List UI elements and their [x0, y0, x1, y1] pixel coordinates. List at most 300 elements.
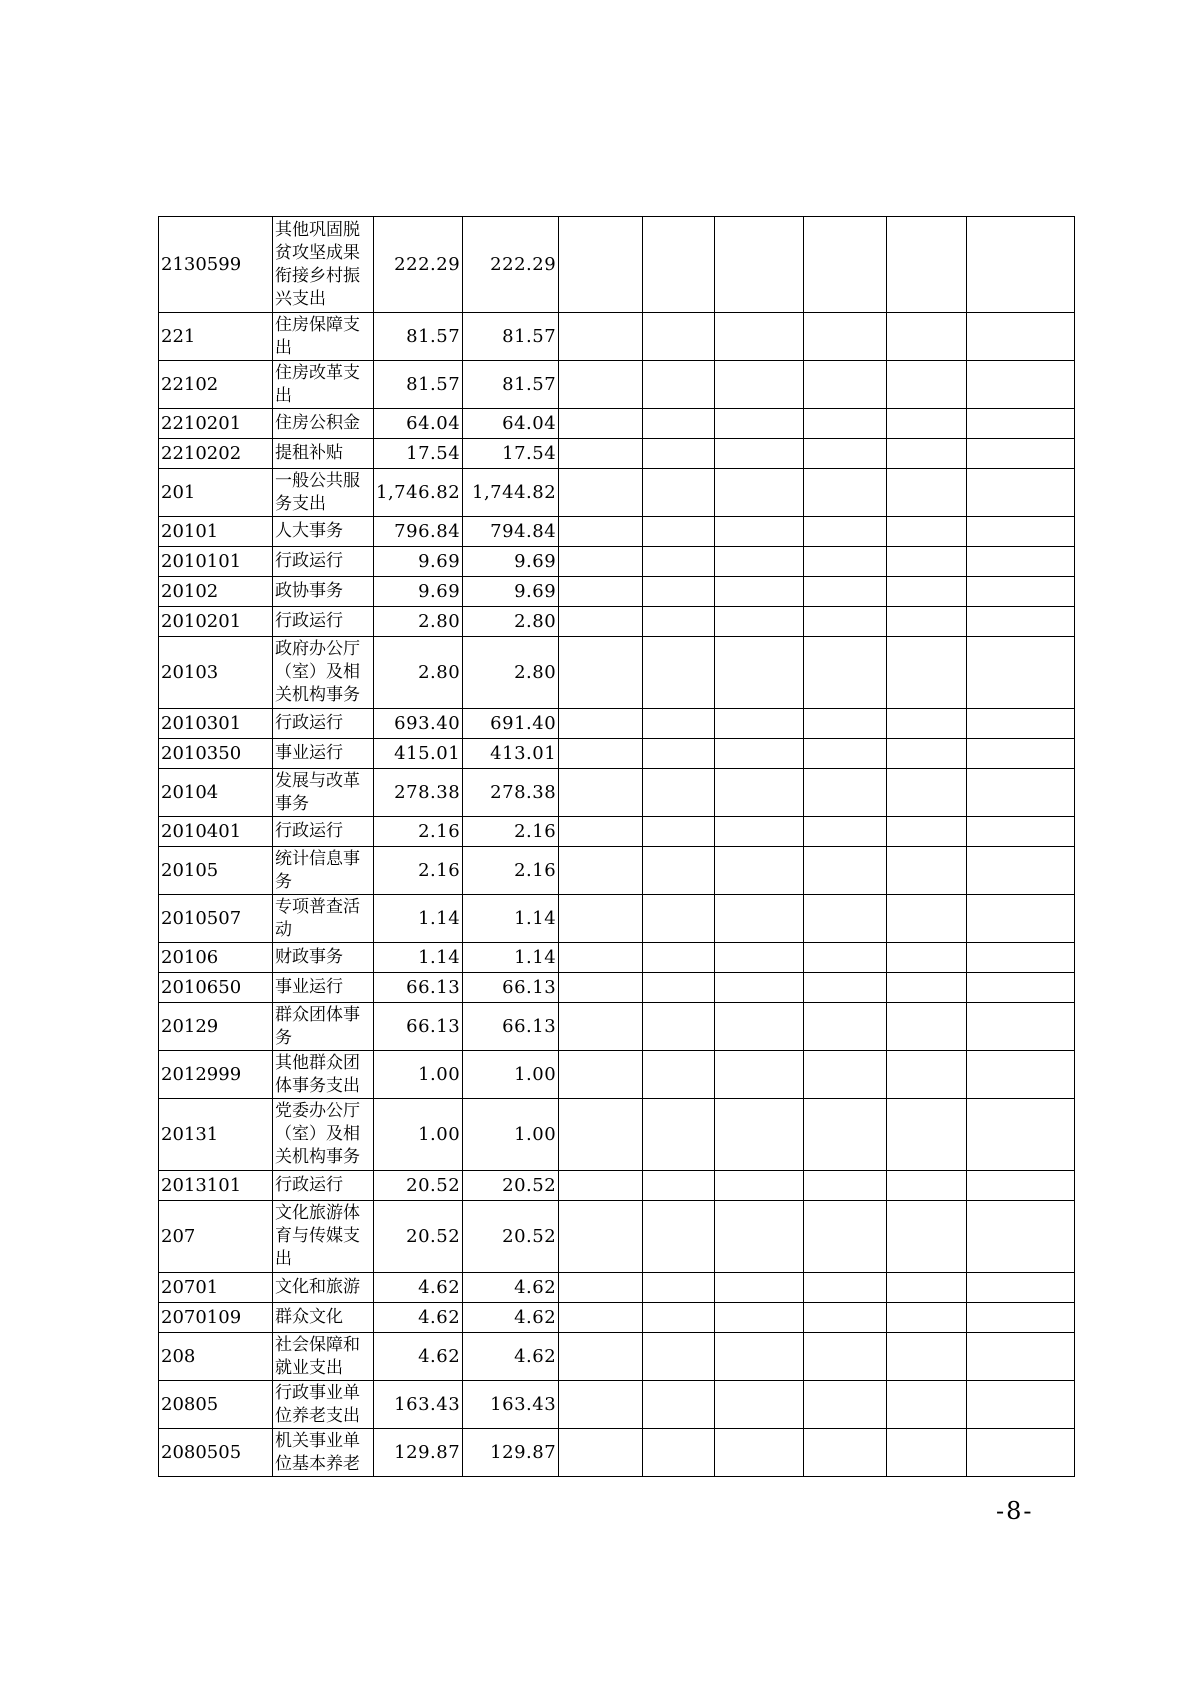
subject-name-cell: 住房保障支出	[273, 313, 374, 361]
empty-cell	[887, 1201, 967, 1273]
empty-cell	[887, 313, 967, 361]
basic-expenditure-cell: 2.80	[463, 637, 559, 709]
empty-cell	[715, 577, 804, 607]
empty-cell	[559, 739, 643, 769]
empty-cell	[559, 361, 643, 409]
empty-cell	[887, 439, 967, 469]
table-row	[159, 607, 1075, 637]
empty-cell	[715, 817, 804, 847]
empty-cell	[559, 517, 643, 547]
table-row	[159, 943, 1075, 973]
empty-cell	[643, 895, 715, 943]
total-amount-cell: 796.84	[374, 517, 463, 547]
empty-cell	[643, 1171, 715, 1201]
empty-cell	[887, 1333, 967, 1381]
empty-cell	[967, 1333, 1075, 1381]
empty-cell	[643, 547, 715, 577]
empty-cell	[643, 739, 715, 769]
basic-expenditure-cell: 2.16	[463, 817, 559, 847]
table-row	[159, 547, 1075, 577]
empty-cell	[887, 943, 967, 973]
empty-cell	[804, 1003, 887, 1051]
empty-cell	[887, 709, 967, 739]
empty-cell	[967, 1003, 1075, 1051]
empty-cell	[559, 637, 643, 709]
empty-cell	[967, 847, 1075, 895]
empty-cell	[715, 943, 804, 973]
empty-cell	[715, 439, 804, 469]
empty-cell	[559, 469, 643, 517]
empty-cell	[643, 709, 715, 739]
basic-expenditure-cell: 64.04	[463, 409, 559, 439]
empty-cell	[715, 637, 804, 709]
basic-expenditure-cell: 222.29	[463, 217, 559, 313]
empty-cell	[643, 943, 715, 973]
total-amount-cell: 1,746.82	[374, 469, 463, 517]
empty-cell	[887, 361, 967, 409]
empty-cell	[715, 547, 804, 577]
empty-cell	[643, 313, 715, 361]
basic-expenditure-cell: 81.57	[463, 361, 559, 409]
basic-expenditure-cell: 66.13	[463, 1003, 559, 1051]
table-row	[159, 1201, 1075, 1273]
empty-cell	[559, 1201, 643, 1273]
table-row	[159, 1051, 1075, 1099]
table-body	[159, 217, 1075, 1477]
subject-code-cell: 20101	[159, 517, 273, 547]
empty-cell	[804, 1333, 887, 1381]
subject-code-cell: 221	[159, 313, 273, 361]
table-row	[159, 637, 1075, 709]
empty-cell	[715, 1303, 804, 1333]
subject-name-cell: 发展与改革事务	[273, 769, 374, 817]
empty-cell	[804, 1051, 887, 1099]
empty-cell	[643, 439, 715, 469]
empty-cell	[559, 313, 643, 361]
empty-cell	[967, 409, 1075, 439]
total-amount-cell: 9.69	[374, 577, 463, 607]
empty-cell	[967, 1429, 1075, 1477]
empty-cell	[643, 1273, 715, 1303]
subject-name-cell: 统计信息事务	[273, 847, 374, 895]
subject-code-cell: 20103	[159, 637, 273, 709]
table-row	[159, 769, 1075, 817]
subject-name-cell: 事业运行	[273, 739, 374, 769]
empty-cell	[804, 1381, 887, 1429]
empty-cell	[804, 409, 887, 439]
basic-expenditure-cell: 691.40	[463, 709, 559, 739]
basic-expenditure-cell: 4.62	[463, 1303, 559, 1333]
subject-name-cell: 政协事务	[273, 577, 374, 607]
empty-cell	[715, 847, 804, 895]
empty-cell	[715, 1003, 804, 1051]
empty-cell	[804, 943, 887, 973]
subject-code-cell: 20131	[159, 1099, 273, 1171]
table-row	[159, 577, 1075, 607]
empty-cell	[643, 1051, 715, 1099]
empty-cell	[967, 973, 1075, 1003]
empty-cell	[804, 313, 887, 361]
empty-cell	[643, 817, 715, 847]
table-row	[159, 817, 1075, 847]
empty-cell	[715, 769, 804, 817]
empty-cell	[804, 1201, 887, 1273]
table-row	[159, 1381, 1075, 1429]
empty-cell	[967, 895, 1075, 943]
total-amount-cell: 2.16	[374, 817, 463, 847]
empty-cell	[887, 517, 967, 547]
subject-name-cell: 住房公积金	[273, 409, 374, 439]
empty-cell	[559, 1273, 643, 1303]
empty-cell	[967, 1273, 1075, 1303]
empty-cell	[559, 409, 643, 439]
subject-code-cell: 20129	[159, 1003, 273, 1051]
subject-code-cell: 207	[159, 1201, 273, 1273]
empty-cell	[559, 217, 643, 313]
basic-expenditure-cell: 413.01	[463, 739, 559, 769]
empty-cell	[804, 847, 887, 895]
empty-cell	[715, 1333, 804, 1381]
empty-cell	[643, 769, 715, 817]
total-amount-cell: 17.54	[374, 439, 463, 469]
empty-cell	[967, 313, 1075, 361]
empty-cell	[643, 1303, 715, 1333]
page-number: -8-	[996, 1497, 1034, 1525]
total-amount-cell: 81.57	[374, 313, 463, 361]
empty-cell	[643, 1429, 715, 1477]
empty-cell	[643, 1099, 715, 1171]
empty-cell	[967, 1381, 1075, 1429]
empty-cell	[643, 847, 715, 895]
basic-expenditure-cell: 81.57	[463, 313, 559, 361]
empty-cell	[804, 973, 887, 1003]
empty-cell	[887, 817, 967, 847]
empty-cell	[715, 739, 804, 769]
subject-name-cell: 财政事务	[273, 943, 374, 973]
empty-cell	[967, 361, 1075, 409]
empty-cell	[967, 769, 1075, 817]
subject-name-cell: 行政运行	[273, 817, 374, 847]
empty-cell	[967, 1171, 1075, 1201]
empty-cell	[715, 469, 804, 517]
total-amount-cell: 222.29	[374, 217, 463, 313]
table-row	[159, 1273, 1075, 1303]
basic-expenditure-cell: 1.14	[463, 895, 559, 943]
subject-name-cell: 文化旅游体育与传媒支出	[273, 1201, 374, 1273]
total-amount-cell: 693.40	[374, 709, 463, 739]
empty-cell	[559, 607, 643, 637]
table-row	[159, 1099, 1075, 1171]
empty-cell	[967, 577, 1075, 607]
empty-cell	[887, 1003, 967, 1051]
empty-cell	[559, 1303, 643, 1333]
empty-cell	[887, 409, 967, 439]
empty-cell	[559, 1051, 643, 1099]
total-amount-cell: 4.62	[374, 1333, 463, 1381]
empty-cell	[559, 1381, 643, 1429]
subject-code-cell: 208	[159, 1333, 273, 1381]
total-amount-cell: 4.62	[374, 1303, 463, 1333]
empty-cell	[715, 607, 804, 637]
basic-expenditure-cell: 2.80	[463, 607, 559, 637]
empty-cell	[967, 217, 1075, 313]
empty-cell	[804, 517, 887, 547]
total-amount-cell: 20.52	[374, 1201, 463, 1273]
empty-cell	[804, 637, 887, 709]
empty-cell	[559, 943, 643, 973]
empty-cell	[559, 709, 643, 739]
subject-code-cell: 2010301	[159, 709, 273, 739]
subject-code-cell: 2080505	[159, 1429, 273, 1477]
empty-cell	[715, 895, 804, 943]
empty-cell	[804, 547, 887, 577]
basic-expenditure-cell: 20.52	[463, 1201, 559, 1273]
basic-expenditure-cell: 794.84	[463, 517, 559, 547]
total-amount-cell: 9.69	[374, 547, 463, 577]
empty-cell	[804, 895, 887, 943]
table-row	[159, 439, 1075, 469]
empty-cell	[715, 1273, 804, 1303]
empty-cell	[715, 973, 804, 1003]
basic-expenditure-cell: 129.87	[463, 1429, 559, 1477]
basic-expenditure-cell: 66.13	[463, 973, 559, 1003]
empty-cell	[967, 817, 1075, 847]
empty-cell	[559, 547, 643, 577]
empty-cell	[967, 1201, 1075, 1273]
subject-code-cell: 2010507	[159, 895, 273, 943]
empty-cell	[559, 895, 643, 943]
empty-cell	[887, 1303, 967, 1333]
basic-expenditure-cell: 9.69	[463, 577, 559, 607]
empty-cell	[967, 739, 1075, 769]
subject-code-cell: 20701	[159, 1273, 273, 1303]
subject-code-cell: 2070109	[159, 1303, 273, 1333]
empty-cell	[559, 439, 643, 469]
empty-cell	[887, 1051, 967, 1099]
empty-cell	[887, 895, 967, 943]
subject-name-cell: 提租补贴	[273, 439, 374, 469]
total-amount-cell: 64.04	[374, 409, 463, 439]
subject-name-cell: 专项普查活动	[273, 895, 374, 943]
empty-cell	[804, 607, 887, 637]
total-amount-cell: 20.52	[374, 1171, 463, 1201]
subject-code-cell: 2010350	[159, 739, 273, 769]
empty-cell	[804, 577, 887, 607]
empty-cell	[887, 1381, 967, 1429]
table-row	[159, 1171, 1075, 1201]
subject-code-cell: 201	[159, 469, 273, 517]
subject-code-cell: 2010201	[159, 607, 273, 637]
basic-expenditure-cell: 1.00	[463, 1051, 559, 1099]
total-amount-cell: 1.00	[374, 1051, 463, 1099]
empty-cell	[715, 517, 804, 547]
empty-cell	[804, 217, 887, 313]
subject-name-cell: 行政运行	[273, 709, 374, 739]
empty-cell	[804, 769, 887, 817]
empty-cell	[643, 607, 715, 637]
total-amount-cell: 66.13	[374, 973, 463, 1003]
subject-code-cell: 22102	[159, 361, 273, 409]
empty-cell	[559, 769, 643, 817]
empty-cell	[559, 1099, 643, 1171]
basic-expenditure-cell: 278.38	[463, 769, 559, 817]
total-amount-cell: 2.80	[374, 607, 463, 637]
empty-cell	[559, 577, 643, 607]
empty-cell	[967, 607, 1075, 637]
subject-name-cell: 机关事业单位基本养老	[273, 1429, 374, 1477]
empty-cell	[715, 361, 804, 409]
table-row	[159, 1429, 1075, 1477]
empty-cell	[715, 1381, 804, 1429]
empty-cell	[715, 217, 804, 313]
subject-name-cell: 文化和旅游	[273, 1273, 374, 1303]
empty-cell	[643, 409, 715, 439]
table-row	[159, 895, 1075, 943]
basic-expenditure-cell: 9.69	[463, 547, 559, 577]
empty-cell	[804, 709, 887, 739]
empty-cell	[643, 577, 715, 607]
subject-code-cell: 20106	[159, 943, 273, 973]
empty-cell	[643, 1381, 715, 1429]
empty-cell	[643, 1003, 715, 1051]
subject-code-cell: 2012999	[159, 1051, 273, 1099]
empty-cell	[559, 1429, 643, 1477]
empty-cell	[643, 517, 715, 547]
empty-cell	[967, 1099, 1075, 1171]
total-amount-cell: 163.43	[374, 1381, 463, 1429]
budget-table	[158, 216, 1075, 1477]
basic-expenditure-cell: 1.00	[463, 1099, 559, 1171]
empty-cell	[804, 739, 887, 769]
subject-name-cell: 事业运行	[273, 973, 374, 1003]
subject-code-cell: 2210201	[159, 409, 273, 439]
total-amount-cell: 66.13	[374, 1003, 463, 1051]
empty-cell	[887, 1171, 967, 1201]
empty-cell	[804, 439, 887, 469]
table-row	[159, 409, 1075, 439]
empty-cell	[715, 1429, 804, 1477]
table-row	[159, 1333, 1075, 1381]
empty-cell	[887, 469, 967, 517]
empty-cell	[715, 409, 804, 439]
table-row	[159, 217, 1075, 313]
total-amount-cell: 2.80	[374, 637, 463, 709]
subject-name-cell: 行政运行	[273, 607, 374, 637]
table-row	[159, 313, 1075, 361]
empty-cell	[643, 361, 715, 409]
subject-code-cell: 2130599	[159, 217, 273, 313]
subject-name-cell: 政府办公厅（室）及相关机构事务	[273, 637, 374, 709]
empty-cell	[643, 637, 715, 709]
empty-cell	[643, 973, 715, 1003]
empty-cell	[887, 217, 967, 313]
table-row	[159, 709, 1075, 739]
table-row	[159, 973, 1075, 1003]
basic-expenditure-cell: 163.43	[463, 1381, 559, 1429]
empty-cell	[967, 943, 1075, 973]
table-row	[159, 1303, 1075, 1333]
subject-name-cell: 一般公共服务支出	[273, 469, 374, 517]
total-amount-cell: 4.62	[374, 1273, 463, 1303]
empty-cell	[887, 973, 967, 1003]
empty-cell	[967, 709, 1075, 739]
empty-cell	[715, 1099, 804, 1171]
table-row	[159, 1003, 1075, 1051]
empty-cell	[804, 469, 887, 517]
subject-name-cell: 行政事业单位养老支出	[273, 1381, 374, 1429]
subject-name-cell: 群众文化	[273, 1303, 374, 1333]
subject-name-cell: 其他群众团体事务支出	[273, 1051, 374, 1099]
empty-cell	[559, 1171, 643, 1201]
total-amount-cell: 1.14	[374, 895, 463, 943]
subject-code-cell: 20102	[159, 577, 273, 607]
empty-cell	[887, 637, 967, 709]
empty-cell	[967, 637, 1075, 709]
subject-code-cell: 2010101	[159, 547, 273, 577]
empty-cell	[967, 517, 1075, 547]
subject-code-cell: 2010650	[159, 973, 273, 1003]
empty-cell	[804, 817, 887, 847]
empty-cell	[967, 1051, 1075, 1099]
empty-cell	[887, 1429, 967, 1477]
total-amount-cell: 1.00	[374, 1099, 463, 1171]
empty-cell	[559, 847, 643, 895]
empty-cell	[967, 439, 1075, 469]
total-amount-cell: 81.57	[374, 361, 463, 409]
subject-name-cell: 社会保障和就业支出	[273, 1333, 374, 1381]
empty-cell	[559, 973, 643, 1003]
table-row	[159, 361, 1075, 409]
empty-cell	[887, 1099, 967, 1171]
empty-cell	[715, 1171, 804, 1201]
empty-cell	[967, 547, 1075, 577]
basic-expenditure-cell: 17.54	[463, 439, 559, 469]
subject-code-cell: 2010401	[159, 817, 273, 847]
empty-cell	[887, 739, 967, 769]
empty-cell	[715, 1051, 804, 1099]
subject-name-cell: 行政运行	[273, 1171, 374, 1201]
empty-cell	[967, 1303, 1075, 1333]
subject-code-cell: 2013101	[159, 1171, 273, 1201]
empty-cell	[715, 313, 804, 361]
empty-cell	[967, 469, 1075, 517]
empty-cell	[887, 607, 967, 637]
empty-cell	[715, 709, 804, 739]
empty-cell	[887, 547, 967, 577]
empty-cell	[887, 1273, 967, 1303]
subject-name-cell: 人大事务	[273, 517, 374, 547]
empty-cell	[887, 847, 967, 895]
subject-code-cell: 2210202	[159, 439, 273, 469]
subject-code-cell: 20805	[159, 1381, 273, 1429]
empty-cell	[804, 1273, 887, 1303]
empty-cell	[887, 577, 967, 607]
subject-code-cell: 20104	[159, 769, 273, 817]
table-row	[159, 847, 1075, 895]
table-row	[159, 469, 1075, 517]
total-amount-cell: 129.87	[374, 1429, 463, 1477]
empty-cell	[804, 1099, 887, 1171]
subject-name-cell: 住房改革支出	[273, 361, 374, 409]
empty-cell	[643, 1201, 715, 1273]
basic-expenditure-cell: 4.62	[463, 1333, 559, 1381]
basic-expenditure-cell: 1,744.82	[463, 469, 559, 517]
empty-cell	[559, 817, 643, 847]
empty-cell	[804, 1171, 887, 1201]
empty-cell	[643, 469, 715, 517]
basic-expenditure-cell: 20.52	[463, 1171, 559, 1201]
empty-cell	[643, 1333, 715, 1381]
